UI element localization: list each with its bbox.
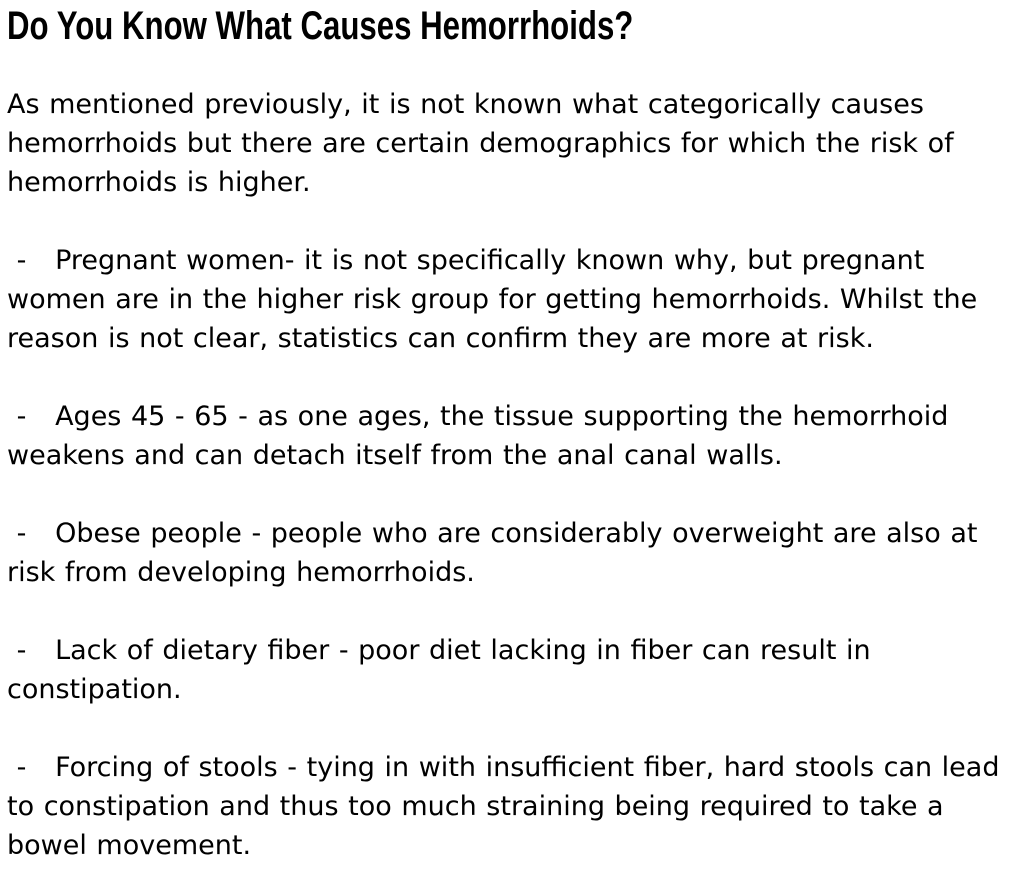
bullet-item-ages: - Ages 45 - 65 - as one ages, the tissue supporting the hemorrhoid weakens and can detach itself from the anal canal walls.	[7, 401, 959, 471]
bullet-item-dietary-fiber: - Lack of dietary fiber - poor diet lacking in fiber can result in constipation.	[7, 635, 881, 705]
bullet-item-obese-people: - Obese people - people who are considerably overweight are also at risk from developing hemorrhoids.	[7, 518, 988, 588]
intro-paragraph: As mentioned previously, it is not known what categorically causes hemorrhoids but there are certain demographics for which the risk of hemorrhoids is higher.	[7, 89, 964, 198]
page-title: Do You Know What Causes Hemorrhoids?	[7, 4, 634, 48]
bullet-item-pregnant-women: - Pregnant women- it is not specifically known why, but pregnant women are in the higher risk group for getting hemorrhoids. Whilst the reason is not clear, statistics can confirm they are more at risk.	[7, 245, 987, 354]
bullet-item-forcing-stools: - Forcing of stools - tying in with insufficient fiber, hard stools can lead to constipation and thus too much straining being required to take a bowel movement.	[7, 752, 1010, 861]
